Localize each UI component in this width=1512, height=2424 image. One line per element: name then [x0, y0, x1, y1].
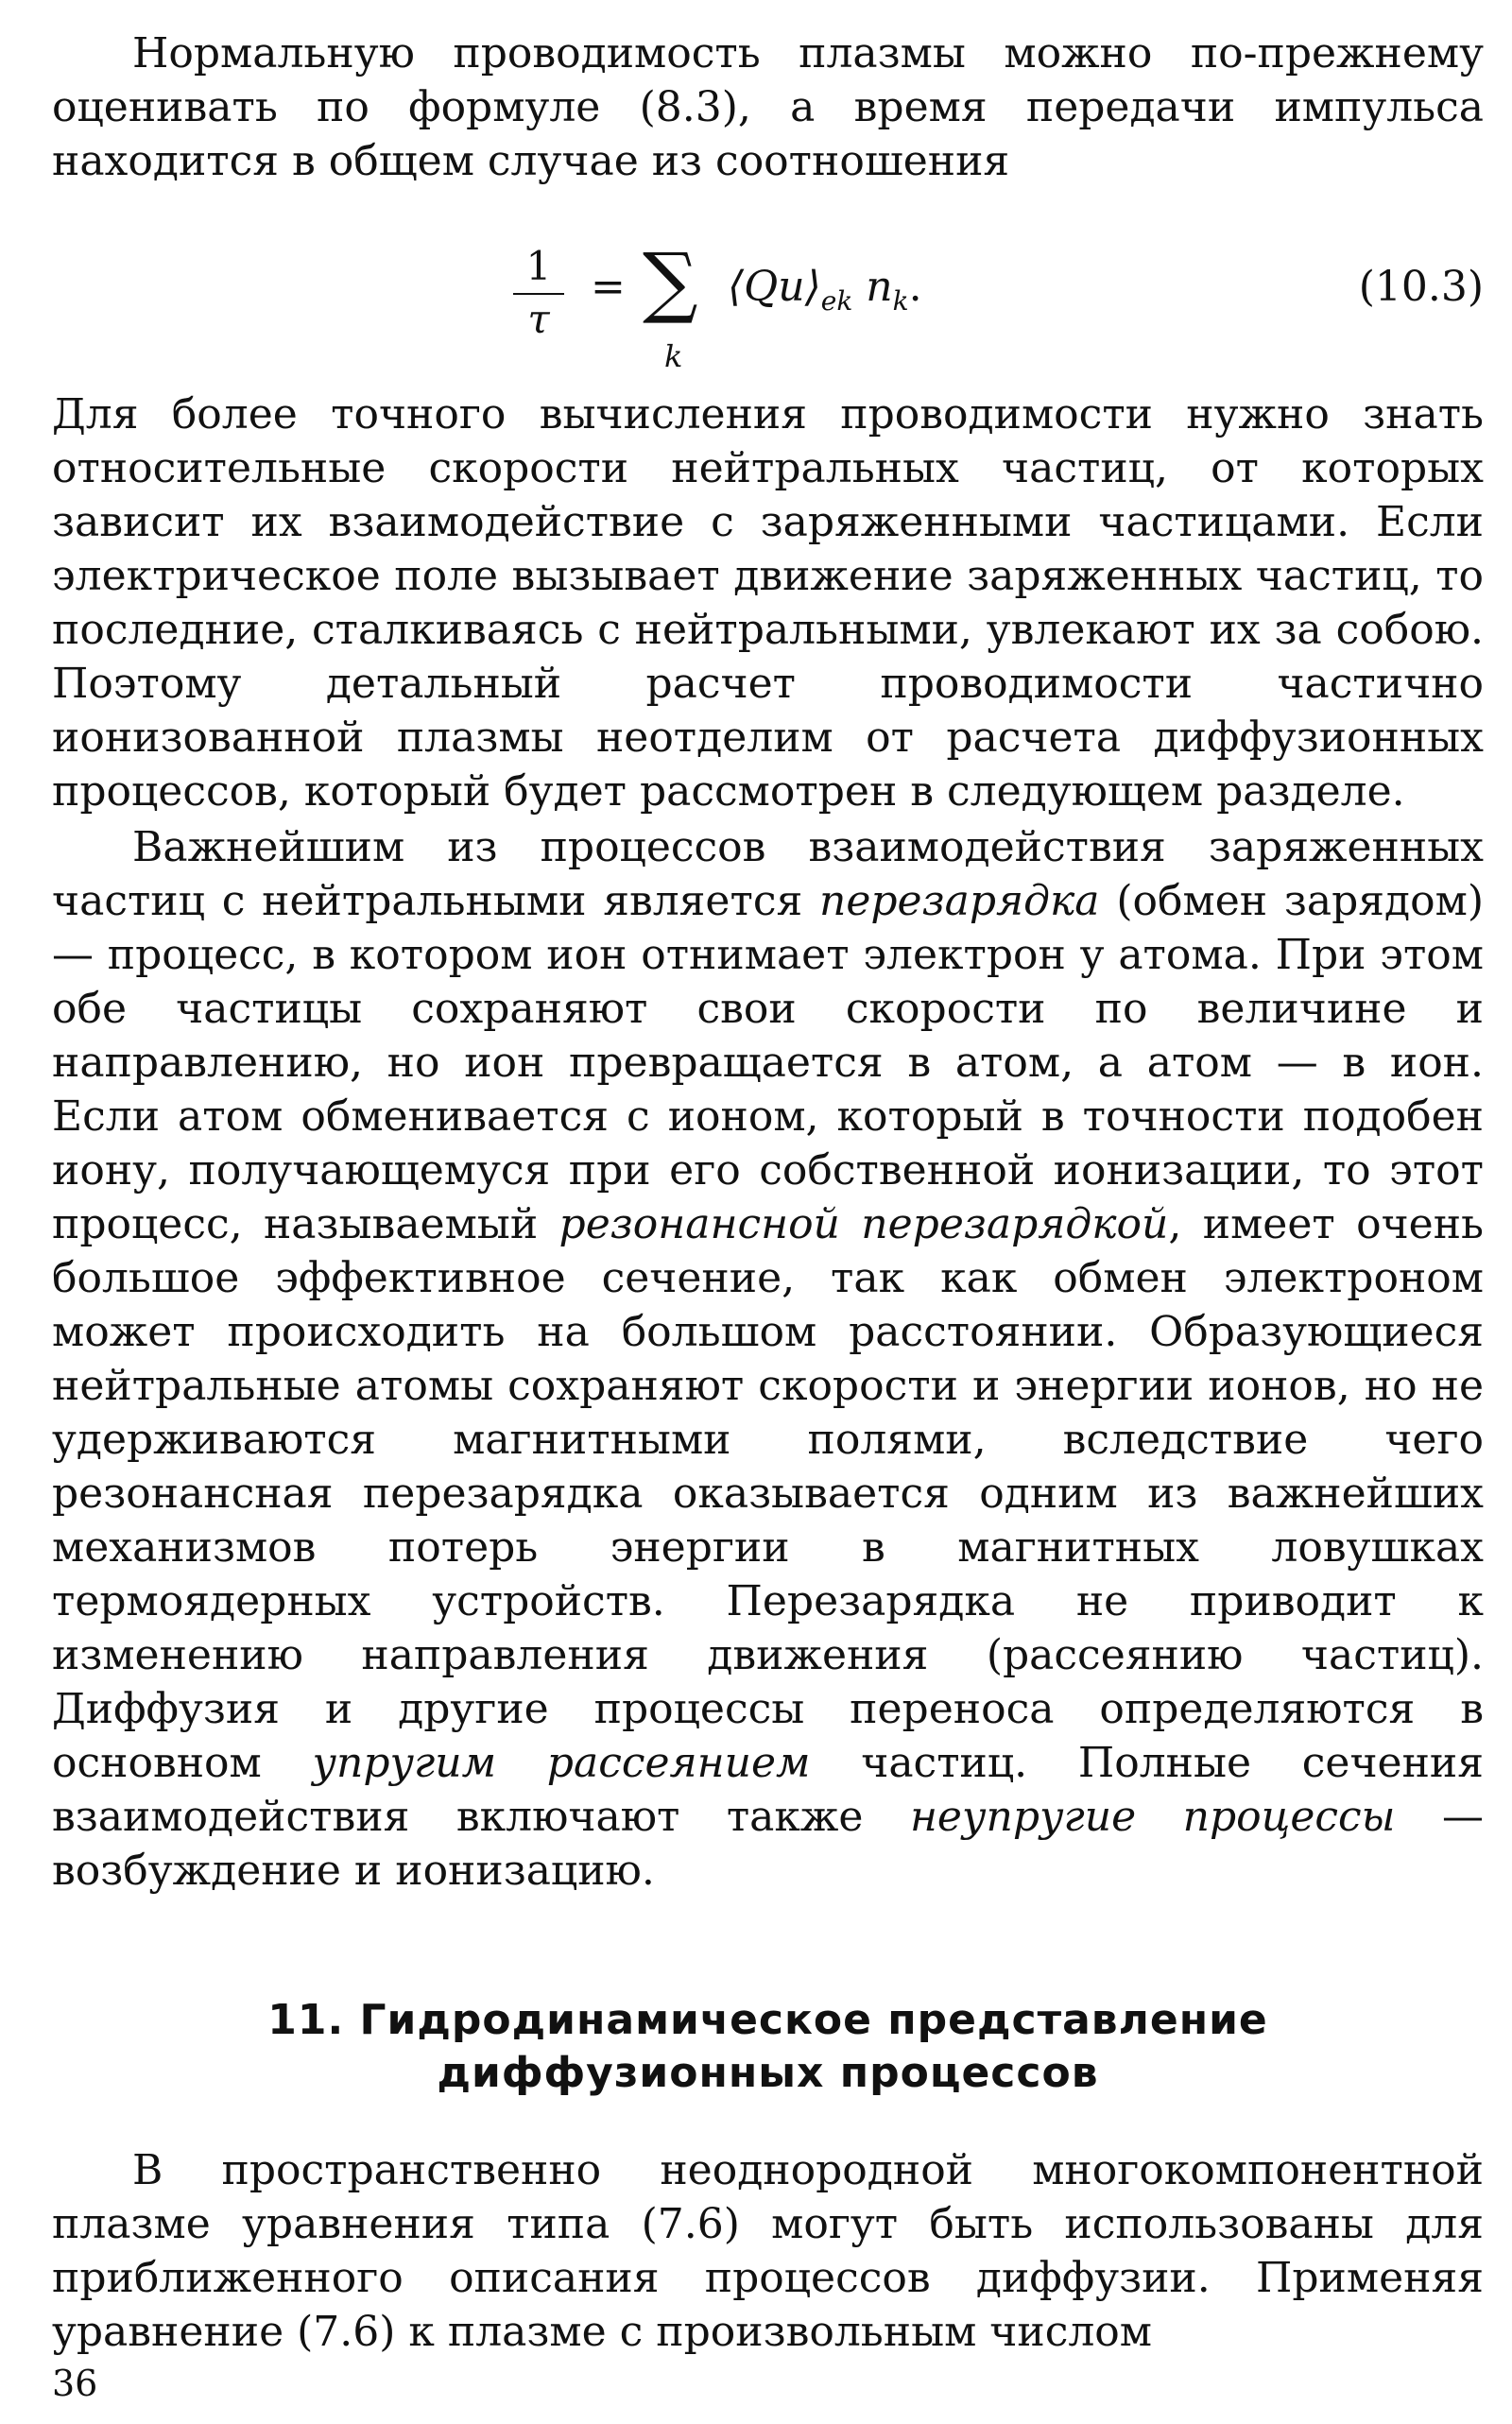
- p3-text-5: — возбуждение и ионизацию.: [52, 1793, 1484, 1895]
- paragraph-4: В пространственно неоднородной многокомпонентной плазме уравнения типа (7.6) могут быть использованы для приближенного описания процессов диффузии. Применяя уравнение (7.6) к плазме с произвольным числом: [52, 2146, 1484, 2356]
- density-n: n: [866, 263, 893, 311]
- page-number: 36: [52, 2363, 98, 2404]
- paragraph-diffusion: [52, 2143, 1484, 2359]
- paragraph-charge-exchange: [52, 820, 1484, 1898]
- equation-10-3: [52, 234, 1484, 386]
- term-resonant-charge-exchange: резонансной перезарядкой: [558, 1200, 1169, 1248]
- paragraph-3: [52, 820, 1484, 1898]
- section-heading-line-2: диффузионных процессов: [437, 2049, 1099, 2097]
- paragraph-1: Нормальную проводимость плазмы можно по-прежнему оценивать по формуле (8.3), а время передачи импульса находится в общем случае из соотношения: [52, 29, 1484, 185]
- term-inelastic-processes: неупругие процессы: [909, 1793, 1396, 1841]
- fraction-bar: [513, 293, 564, 295]
- p3-text-4: частиц. Полные сечения взаимодействия включают также: [52, 1739, 1485, 1841]
- p3-text-3: , имеет очень большое эффективное сечение, так как обмен электроном может происходить на большом расстоянии. Образующиеся нейтральные атомы сохраняют скорости и энергии ионов, но не удерживаются магнитными полями, вследствие чего резонансная перезарядка оказывается одним из важнейших механизмов потерь энергии в магнитных ловушках термоядерных устройств. Перезарядка не приводит к изменению направления движения (рассеянию частиц). Диффузия и другие процессы переноса определяются в основном: [52, 1200, 1484, 1787]
- fraction-numerator: 1: [525, 243, 552, 289]
- section-heading: [52, 1994, 1484, 2100]
- p3-text-1: Важнейшим из процессов взаимодействия заряженных частиц с нейтральными является: [52, 823, 1484, 925]
- paragraph-2: Для более точного вычисления проводимости нужно знать относительные скорости нейтральных частиц, от которых зависит их взаимодействие с заряженными частицами. Если электрическое поле вызывает движение заряженных частиц, то последние, сталкиваясь с нейтральными, увлекают их за собою. Поэтому детальный расчет проводимости частично ионизованной плазмы неотделим от расчета диффузионных процессов, который будет рассмотрен в следующем разделе.: [52, 390, 1484, 816]
- fraction: [506, 244, 572, 342]
- section-heading-line-1: 11. Гидродинамическое представление: [267, 1996, 1268, 2044]
- term-charge-exchange: перезарядка: [819, 877, 1100, 925]
- equation-number: (10.3): [1358, 263, 1484, 311]
- fraction-denominator: τ: [527, 296, 550, 342]
- density-subscript: k: [892, 284, 909, 317]
- summation-expression: [728, 263, 922, 317]
- equals-sign: =: [591, 263, 626, 311]
- term-elastic-scattering: упругим рассеянием: [312, 1739, 811, 1787]
- summation-sign: ∑: [643, 237, 698, 327]
- average-subscript: ek: [820, 284, 853, 317]
- paragraph-conductivity: [52, 387, 1484, 818]
- average-qu: ⟨Qu⟩: [728, 263, 821, 311]
- summation-index: k: [664, 338, 683, 374]
- formula-period: .: [908, 263, 922, 311]
- paragraph-momentum-transfer: [52, 26, 1484, 188]
- p3-text-2: (обмен зарядом) — процесс, в котором ион отнимает электрон у атома. При этом обе частицы сохраняют свои скорости по величине и направлению, но ион превращается в атом, а атом — в ион. Если атом обменивается с ионом, который в точности подобен иону, получающемуся при его собственной ионизации, то этот процесс, называемый: [52, 877, 1484, 1248]
